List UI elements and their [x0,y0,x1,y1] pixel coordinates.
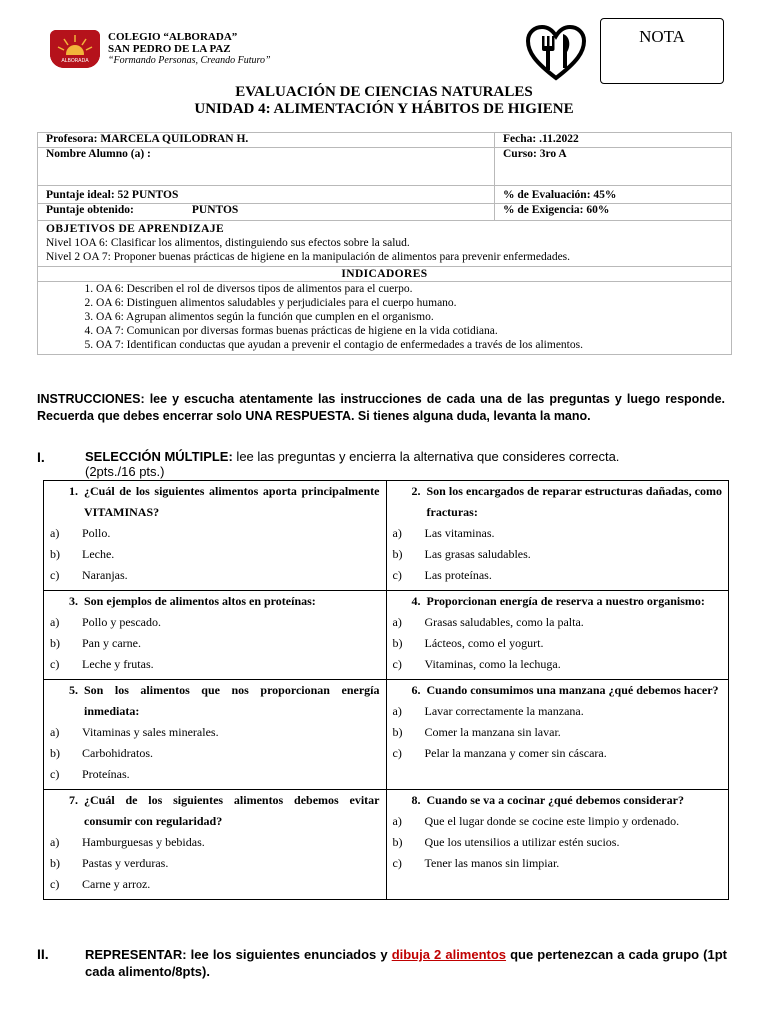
option-text: Proteínas. [82,767,130,781]
question-label: Cuando consumimos una manzana ¿qué debemos hacer? [426,683,719,697]
option-letter: c) [392,568,402,582]
answer-option[interactable] [393,701,723,722]
option-text: Pollo y pescado. [82,615,161,629]
question-label: Son ejemplos de alimentos altos en proteínas: [84,594,316,608]
indicadores-list [46,282,723,352]
option-letter: a) [392,615,402,629]
section-2-rest: que pertenezcan a cada grupo (1pt cada alimento/8pts). [85,947,727,979]
option-text: Pelar la manzana y comer sin cáscara. [424,746,607,760]
puntos-label: PUNTOS [191,204,239,216]
question-cell [44,481,387,591]
curso-cell: Curso: 3ro A [495,148,732,186]
option-letter: c) [392,746,402,760]
option-text: Tener las manos sin limpiar. [424,856,560,870]
section-1-title: SELECCIÓN MÚLTIPLE: [85,449,233,464]
question-number: 8. [411,793,421,807]
question-number: 5. [69,683,78,697]
nombre-field[interactable]: Nombre Alumno (a) : [38,148,495,186]
heart-cutlery-icon [525,24,587,82]
puntaje-obtenido-label: Puntaje obtenido: [46,204,134,216]
option-letter: b) [50,746,60,760]
question-cell [44,790,387,900]
question-label: Proporcionan energía de reserva a nuestro organismo: [426,594,705,608]
answer-option[interactable] [50,853,380,874]
objetivo-1: Nivel 1OA 6: Clasificar los alimentos, distinguiendo sus efectos sobre la salud. [46,237,410,249]
question-text [393,680,723,701]
option-letter: b) [392,835,403,849]
option-letter: c) [50,568,60,582]
option-letter: a) [50,526,60,540]
option-text: Leche y frutas. [82,657,154,671]
answer-option[interactable] [393,523,723,544]
option-letter: a) [50,615,60,629]
section-1-heading [37,449,727,479]
indicador-item: 2. OA 6: Distinguen alimentos saludables y perjudiciales para el cuerpo humano. [96,296,723,310]
question-label: ¿Cuál de los siguientes alimentos debemos evitar consumir con regularidad? [84,793,380,828]
question-cell [44,591,387,680]
option-text: Hamburguesas y bebidas. [82,835,205,849]
answer-option[interactable] [50,544,380,565]
question-number: 4. [411,594,421,608]
option-letter: a) [50,725,60,739]
nota-box[interactable] [600,18,724,84]
answer-option[interactable] [393,743,723,764]
option-text: Vitaminas y sales minerales. [82,725,219,739]
nota-label: NOTA [639,27,685,46]
option-letter: b) [392,547,403,561]
option-letter: b) [392,725,403,739]
option-letter: b) [392,636,403,650]
section-2-number: II. [37,946,49,962]
fecha-cell: Fecha: .11.2022 [495,133,732,148]
option-text: Que los utensilios a utilizar estén sucios. [424,835,620,849]
section-2-highlight: dibuja 2 alimentos [391,947,507,962]
section-1-number: I. [37,449,45,465]
answer-option[interactable] [393,544,723,565]
option-letter: b) [50,636,60,650]
question-text [50,680,380,722]
question-label: Son los encargados de reparar estructuras dañadas, como fracturas: [426,484,722,519]
answer-option[interactable] [393,654,723,675]
question-text [50,591,380,612]
instructions: INSTRUCCIONES: lee y escucha atentamente las instrucciones de cada una de las preguntas y luego responde. Recuerda que debes encerrar solo UNA RESPUESTA. Si tienes alguna duda, levanta la mano. [37,392,725,423]
question-text [50,481,380,523]
evaluacion-cell: % de Evaluación: 45% [495,186,732,204]
question-cell [386,790,729,900]
question-label: ¿Cuál de los siguientes alimentos aporta principalmente VITAMINAS? [84,484,380,519]
indicadores-cell [38,282,732,355]
option-text: Leche. [82,547,115,561]
option-letter: a) [392,814,402,828]
exigencia-cell: % de Exigencia: 60% [495,204,732,221]
option-text: Lavar correctamente la manzana. [424,704,584,718]
option-letter: b) [50,856,60,870]
section-2-heading [37,946,727,980]
option-text: Pollo. [82,526,111,540]
option-letter: a) [392,526,402,540]
indicador-item: 3. OA 6: Agrupan alimentos según la función que cumplen en el organismo. [96,310,723,324]
option-text: Vitaminas, como la lechuga. [424,657,561,671]
option-text: Carne y arroz. [82,877,151,891]
answer-option[interactable] [50,722,380,743]
option-text: Comer la manzana sin lavar. [424,725,561,739]
option-text: Lácteos, como el yogurt. [424,636,544,650]
puntaje-ideal-cell: Puntaje ideal: 52 PUNTOS [38,186,495,204]
option-text: Las proteínas. [424,568,492,582]
option-text: Naranjas. [82,568,128,582]
option-letter: a) [392,704,402,718]
option-text: Pan y carne. [82,636,141,650]
question-cell [386,680,729,790]
question-label: Son los alimentos que nos proporcionan energía inmediata: [84,683,380,718]
question-text [393,591,723,612]
answer-option[interactable] [393,811,723,832]
answer-option[interactable] [50,654,380,675]
puntaje-obtenido-field[interactable] [38,204,495,221]
answer-option[interactable] [393,853,723,874]
objetivos-title: OBJETIVOS DE APRENDIZAJE [46,223,225,235]
question-cell [386,481,729,591]
school-logo [50,30,100,68]
answer-option[interactable] [393,832,723,853]
answer-option[interactable] [50,832,380,853]
option-text: Carbohidratos. [82,746,153,760]
answer-option[interactable] [50,743,380,764]
school-motto: “Formando Personas, Creando Futuro” [108,55,271,66]
option-text: Pastas y verduras. [82,856,169,870]
section-1-points: (2pts./16 pts.) [85,464,165,479]
answer-option[interactable] [50,612,380,633]
answer-option[interactable] [393,612,723,633]
objetivos-cell [38,221,732,267]
indicador-item: 4. OA 7: Comunican por diversas formas buenas prácticas de higiene en la vida cotidiana. [96,324,723,338]
option-letter: c) [392,856,402,870]
multiple-choice-table [43,480,729,900]
school-info [108,31,271,67]
option-text: Las grasas saludables. [424,547,531,561]
section-2-title: REPRESENTAR: lee los siguientes enunciados y [85,947,388,962]
question-number: 2. [411,484,421,498]
option-text: Las vitaminas. [424,526,495,540]
answer-option[interactable] [50,764,380,785]
option-letter: c) [392,657,402,671]
answer-option[interactable] [50,523,380,544]
indicador-item: 1. OA 6: Describen el rol de diversos tipos de alimentos para el cuerpo. [96,282,723,296]
question-text [50,790,380,832]
option-letter: b) [50,547,60,561]
question-cell [386,591,729,680]
question-number: 3. [69,594,78,608]
question-number: 7. [69,793,78,807]
info-table [37,132,732,355]
question-cell [44,680,387,790]
section-1-text: lee las preguntas y encierra la alternativa que consideres correcta. [232,449,620,464]
answer-option[interactable] [393,633,723,654]
option-letter: c) [50,767,60,781]
question-number: 6. [411,683,421,697]
page-title: EVALUACIÓN DE CIENCIAS NATURALES [235,84,533,100]
answer-option[interactable] [50,565,380,586]
question-text [393,481,723,523]
option-text: Que el lugar donde se cocine este limpio y ordenado. [424,814,680,828]
page-subtitle: UNIDAD 4: ALIMENTACIÓN Y HÁBITOS DE HIGIENE [194,101,574,117]
option-text: Grasas saludables, como la palta. [424,615,584,629]
school-city: SAN PEDRO DE LA PAZ [108,43,231,55]
profesora-cell: Profesora: MARCELA QUILODRAN H. [38,133,495,148]
question-label: Cuando se va a cocinar ¿qué debemos considerar? [426,793,684,807]
option-letter: c) [50,877,60,891]
answer-option[interactable] [393,722,723,743]
answer-option[interactable] [50,633,380,654]
school-name: COLEGIO “ALBORADA” [108,31,238,43]
indicadores-title: INDICADORES [38,267,732,282]
answer-option[interactable] [50,874,380,895]
logo-text: ALBORADA [61,58,89,64]
answer-option[interactable] [393,565,723,586]
objetivo-2: Nivel 2 OA 7: Proponer buenas prácticas de higiene en la manipulación de alimentos para prevenir enfermedades. [46,251,571,263]
question-number: 1. [69,484,78,498]
question-text [393,790,723,811]
option-letter: c) [50,657,60,671]
option-letter: a) [50,835,60,849]
indicador-item: 5. OA 7: Identifican conductas que ayudan a prevenir el contagio de enfermedades a través de los alimentos. [96,338,723,352]
